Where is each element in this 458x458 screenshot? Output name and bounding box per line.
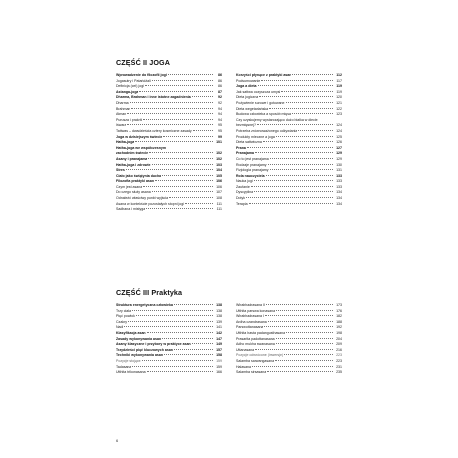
dot-leader [292,113,333,114]
toc-entry-title: Pozycje odwrócone (inwersje) [236,353,284,358]
toc-entry-page: 204 [336,336,342,341]
dot-leader [142,360,213,361]
part-3-toc-right-column [236,303,342,376]
dot-leader [268,164,333,165]
toc-entry-title: Techniki wykonywania asan [116,353,164,358]
toc-entry-page: 95 [218,128,222,133]
toc-entry-page: 133 [336,173,342,178]
toc-entry-page: 117 [336,78,342,83]
toc-entry-title: Dyscyplina [236,190,254,195]
toc-entry-title: Tattwas – dwadzieścia cztery kosmiczne zasady [116,128,192,133]
toc-entry-title: Adho mukha swanasana [236,342,275,347]
dot-leader [143,186,213,187]
toc-entry-title: Czy uzyskujemy wystarczająco dużo białka w diecie [236,117,318,122]
toc-entry-page: 122 [336,106,342,111]
dot-leader [258,85,333,86]
dot-leader [163,136,213,137]
dot-leader [147,371,213,372]
toc-entry-page: 159 [216,358,222,363]
part-3-title: CZĘŚĆ III Praktyka [116,288,183,297]
toc-entry-title: Asany i pranajama [116,156,148,161]
toc-entry-title: Wirabhadrasana I [236,314,264,319]
toc-entry-title: Nadi [116,325,124,330]
toc-entry-page: 107 [216,190,222,195]
toc-entry-title: Fizjologia pranajamy [236,168,269,173]
toc-entry-page: 142 [216,330,222,335]
toc-entry-title: Podsumowanie [236,78,261,83]
page-number: 6 [116,438,119,443]
toc-entry-page: 125 [336,134,342,139]
toc-entry-page: 192 [336,325,342,330]
toc-entry-page: 149 [216,342,222,347]
toc-entry-title: Dharma [116,100,129,105]
toc-entry-page: 159 [216,364,222,369]
toc-entry-page: 86 [218,78,222,83]
toc-entry-title: Czym jest asana [116,184,143,189]
dot-leader [146,208,213,209]
dot-leader [145,85,213,86]
dot-leader [264,326,333,327]
toc-entry-title: Tadasana [116,364,132,369]
toc-entry-title: Rola nauczyciela [236,173,265,178]
toc-entry-page: 157 [216,347,222,352]
toc-entry-page: 138 [216,308,222,313]
toc-entry-page: 127 [336,145,342,150]
toc-entry-page: 138 [216,314,222,319]
toc-entry-page: 92 [218,95,222,100]
dot-leader [126,169,213,170]
toc-entry-page: 112 [336,73,342,77]
toc-entry-page: 134 [336,196,342,201]
toc-entry-page: 99 [218,134,222,139]
dot-leader [162,175,213,176]
toc-entry-page: 138 [216,303,222,307]
toc-entry-page: 123 [336,112,342,117]
toc-entry-title: Zaufanie [236,184,250,189]
dot-leader [263,141,333,142]
toc-entry-title: Ardha czandrasana [236,319,267,324]
toc-entry-page: 231 [336,364,342,369]
dot-leader [267,371,333,372]
toc-entry-page: 141 [216,325,222,330]
dot-leader [149,152,213,153]
toc-entry-title: Joga a dieta [236,84,257,89]
toc-entry-page: 139 [216,319,222,324]
dot-leader [268,321,333,322]
dot-leader [152,164,214,165]
dot-leader [168,74,213,75]
dot-leader [192,343,213,344]
toc-entry-title: Purusza i prakriti [116,117,143,122]
toc-entry-title: Dharma, Brahman i inne istotne zagadnienia [116,95,191,100]
toc-entry-title: Utthita hasta padangusthasana [236,330,286,335]
toc-entry-title: Struktura energetyczna człowieka [116,303,173,307]
toc-entry-title: Brahman [116,106,131,111]
toc-entry-title: Hatha-joga [116,140,135,145]
dot-leader [127,124,213,125]
toc-entry-title: Potrzeba zrównoważonego odżywiania [236,128,298,133]
toc-entry-title: Dotyk [236,196,246,201]
toc-entry-page: 223 [336,353,342,358]
toc-entry-page: 103 [216,162,222,167]
dot-leader [147,332,213,333]
dot-leader [276,338,333,339]
dot-leader [254,180,333,181]
toc-entry-title: Pięć powłok [116,314,135,319]
toc-entry-title: Wprowadzenie do filozofii jogi [116,73,167,77]
toc-entry [116,207,222,213]
toc-entry-title: Sadhana i mistyga [116,207,146,212]
toc-entry-page: 119 [336,84,342,89]
toc-entry-title: Utthita parswa konasana [236,308,276,313]
toc-entry-title: Prasarita padottanasana [236,336,275,341]
toc-entry-page: 133 [336,179,342,184]
toc-entry-title: Hatha-joga we współczesnym [116,145,167,150]
toc-entry-page: 173 [336,303,342,307]
toc-entry [236,370,342,376]
toc-entry-page: 102 [216,151,222,156]
toc-entry-page: 124 [336,128,342,133]
toc-entry-page: 209 [336,342,342,347]
dot-leader [132,366,213,367]
dot-leader [124,326,213,327]
toc-entry-page: 235 [336,370,342,375]
toc-entry-title: Stres [116,168,125,173]
toc-entry-page: 92 [218,100,222,105]
toc-entry-title: Utthita trikonasana [116,370,146,375]
dot-leader [162,338,213,339]
dot-leader [261,80,333,81]
dot-leader [164,354,213,355]
toc-entry-title: Salamba sirsasana [236,370,267,375]
toc-entry-page: 134 [336,190,342,195]
toc-entry-page: 166 [216,370,222,375]
toc-entry-page: 119 [336,89,342,94]
toc-entry-title: Terapia [236,201,248,206]
dot-leader [130,102,213,103]
dot-leader [265,315,333,316]
dot-leader [174,349,213,350]
dot-leader [257,124,333,125]
toc-entry-title: bezmięsnej? [236,123,256,128]
toc-entry-page: 101 [216,140,222,145]
toc-entry-title: Nauka jogi [236,179,253,184]
toc-entry-title: Asany klasyczne i przybory w praktyce asan [116,342,191,347]
toc-entry-page: 188 [336,319,342,324]
toc-entry-page: 129 [336,151,342,156]
toc-entry-title: Dieta sattwiczna [236,140,262,145]
toc-entry-page: 182 [336,314,342,319]
dot-leader [246,197,333,198]
toc-entry-title: Zasady wykonywania asan [116,336,162,341]
toc-entry-page: 86 [218,84,222,89]
toc-entry-title: Pozycje stojące [116,358,141,363]
toc-entry-title: Filozofia praktyki asan [116,179,155,184]
toc-entry-page: 111 [216,201,222,206]
toc-entry-title: Produkty mleczne a joga [236,134,275,139]
toc-entry-title: Hatha-joga i zdrowie [116,162,151,167]
dot-leader [266,175,333,176]
toc-entry-title: Trzydzieści pięć kluczowych asan [116,347,173,352]
toc-entry-page: 104 [216,168,222,173]
dot-leader [276,136,333,137]
toc-entry-page: 106 [216,184,222,189]
toc-entry-title: Co to jest pranajama [236,156,269,161]
dot-leader [135,141,213,142]
toc-entry-title: Atman [116,112,127,117]
part-3-toc-left-column [116,303,222,376]
toc-entry-title: Budowa człowieka a sposób mięsa [236,112,292,117]
toc-entry-title: Salamba sarwangasana [236,358,275,363]
toc-entry-page: 216 [336,347,342,352]
toc-entry-title: Astanga-joga [116,89,139,94]
toc-entry-page: 129 [336,156,342,161]
toc-entry-title: Parswottanasana [236,325,264,330]
dot-leader [252,366,333,367]
dot-leader [152,191,213,192]
toc-entry-title: Jak sattwa oczyszcza umysł [236,89,281,94]
dot-leader [185,203,213,204]
toc-entry-title: Prana [236,145,246,150]
dot-leader [192,96,213,97]
dot-leader [143,119,213,120]
toc-entry-title: Klasyfikacja asan [116,330,146,335]
toc-entry-page: 176 [336,308,342,313]
toc-entry-title: Do czego służy asana [116,190,151,195]
dot-leader [286,332,333,333]
dot-leader [152,80,213,81]
toc-entry-title: Odnaleźć właściwy punkt wyjścia [116,196,169,201]
dot-leader [255,349,333,350]
toc-entry-title: Korzyści płynące z praktyki asan [236,73,292,77]
dot-leader [155,180,213,181]
toc-entry-title: Wirabhadrasana II [236,303,265,307]
dot-leader [292,74,333,75]
dot-leader [247,147,333,148]
dot-leader [127,113,213,114]
dot-leader [148,158,213,159]
toc-entry-page: 134 [336,201,342,206]
toc-entry-page: 111 [216,207,222,212]
toc-entry-title: Definicja (cel) jogi [116,84,144,89]
toc-entry-title: Pożywienie surowe i gotowane [236,100,285,105]
toc-entry-page: 133 [336,184,342,189]
dot-leader [286,102,333,103]
part-2-toc-left-column [116,73,222,213]
dot-leader [254,191,333,192]
dot-leader [193,130,213,131]
toc-entry-title: Iśwara [116,123,127,128]
toc-entry-page: 95 [218,123,222,128]
dot-leader [139,91,213,92]
dot-leader [281,91,333,92]
dot-leader [131,108,213,109]
toc-entry-title: Pranajama [236,151,254,156]
toc-entry-title: Czakry [116,319,128,324]
toc-entry [236,202,342,208]
toc-entry-page: 198 [336,330,342,335]
dot-leader [275,360,333,361]
part-2-toc-right-column [236,73,342,207]
toc-entry-page: 94 [218,117,222,122]
toc-entry-page: 94 [218,106,222,111]
toc-entry-page: 94 [218,112,222,117]
toc-entry-page: 108 [216,196,222,201]
dot-leader [174,304,213,305]
toc-entry-page: 147 [216,336,222,341]
dot-leader [136,315,213,316]
toc-entry-page: 223 [336,358,342,363]
dot-leader [255,152,333,153]
toc-entry-title: Joga w dzisiejszym świecie [116,134,163,139]
toc-entry-page: 120 [336,95,342,100]
toc-entry-title: Halasana [236,364,251,369]
dot-leader [269,108,333,109]
toc-entry-page: 158 [216,353,222,358]
dot-leader [169,197,213,198]
toc-entry-page: 87 [218,89,222,94]
toc-entry-page: 124 [336,123,342,128]
dot-leader [266,304,333,305]
toc-entry-title: Uttanasana [236,347,255,352]
toc-entry-page: 102 [216,156,222,161]
dot-leader [132,310,213,311]
toc-entry-title: Rodzaje pranajamy [236,162,267,167]
toc-entry-title: Ciało jako świątynia ducha [116,173,162,178]
toc-entry-page: 126 [336,140,342,145]
dot-leader [270,158,333,159]
dot-leader [251,186,333,187]
toc-entry [116,370,222,376]
toc-entry-page: 86 [218,73,222,77]
dot-leader [270,169,333,170]
dot-leader [284,354,333,355]
toc-entry-title: Trzy ciała [116,308,132,313]
toc-entry-title: Jogasutry i Patańdżali [116,78,151,83]
dot-leader [249,203,333,204]
toc-entry-page: 130 [336,162,342,167]
toc-entry-title: Asana w kontekście pozostałych stopni jogi [116,201,185,206]
dot-leader [128,321,213,322]
toc-entry-page: 105 [216,173,222,178]
part-2-title: CZĘŚĆ II JOGA [116,58,171,67]
toc-entry-title: zachodnim świecie [116,151,149,156]
dot-leader [276,343,333,344]
toc-entry-title: Dieta jogiczna [236,95,259,100]
dot-leader [259,96,333,97]
toc-entry-title: Dieta wegetariańska [236,106,269,111]
dot-leader [276,310,333,311]
toc-entry-page: 121 [336,100,342,105]
dot-leader [298,130,333,131]
toc-entry-page: 106 [216,179,222,184]
toc-entry-page: 131 [336,168,342,173]
